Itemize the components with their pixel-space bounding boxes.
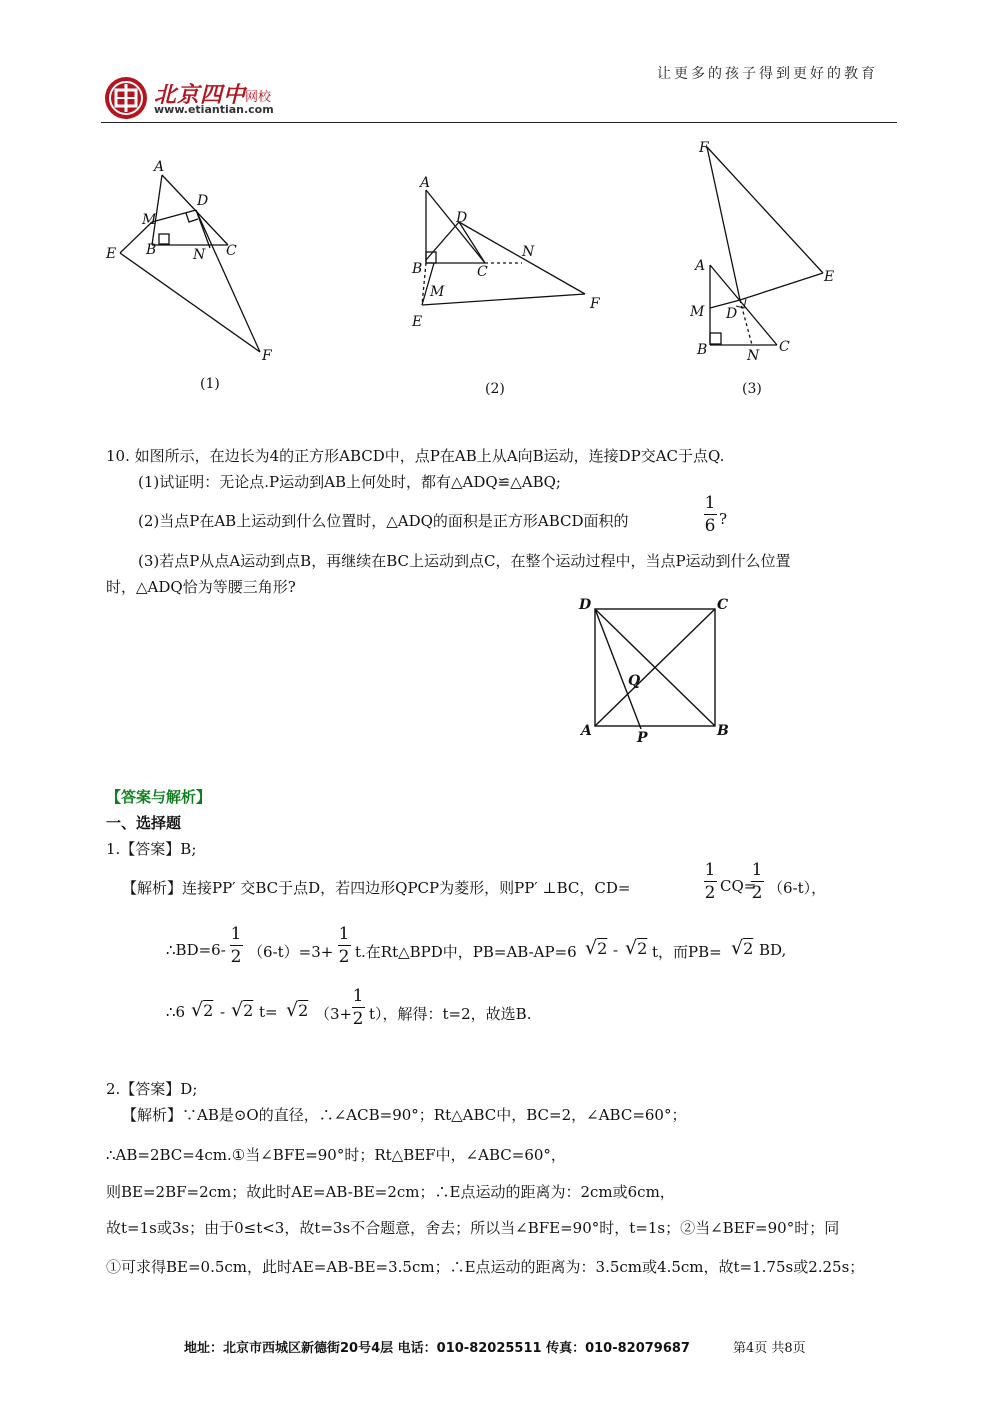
- q10-line5: 时，△ADQ恰为等腰三角形?: [106, 578, 296, 596]
- a2-line5: ①可求得BE=0.5cm，此时AE=AB-BE=3.5cm；∴E点运动的距离为：3.5cm或4.5cm，故t=1.75s或2.25s；: [106, 1258, 865, 1276]
- f1-label-N: N: [193, 247, 206, 263]
- figure-square: [575, 592, 735, 747]
- f2-label-C: C: [477, 264, 488, 280]
- q10-line3-end: ?: [719, 510, 728, 528]
- a1-line1-a: 【解析】连接PP′ 交BC于点D，若四边形QPCP为菱形，则PP′ ⊥BC，CD=: [122, 879, 631, 897]
- a1-line2-f: BD,: [759, 941, 787, 959]
- figure-2: [400, 170, 620, 340]
- a2-line2: ∴AB=2BC=4cm.①当∠BFE=90°时；Rt△BEF中，∠ABC=60°，: [106, 1146, 566, 1164]
- f4-label-Q: Q: [628, 673, 641, 689]
- f2-label-M: M: [430, 284, 445, 300]
- f1-label-A: A: [154, 159, 165, 175]
- q10-line2: (1)试证明：无论点.P运动到AB上何处时，都有△ADQ≌△ABQ;: [138, 473, 561, 491]
- q10-fraction: 1 6: [704, 493, 716, 536]
- a1-sqrt-6: √2: [286, 999, 309, 1021]
- a1-half-3: 1 2: [230, 924, 242, 967]
- a2-line1: 【解析】∵AB是⊙O的直径，∴∠ACB=90°；Rt△ABC中，BC=2，∠ABC=60°；: [122, 1106, 687, 1124]
- f2-label-E: E: [412, 314, 423, 330]
- f2-label-F: F: [590, 296, 600, 312]
- school-logo-icon: [102, 75, 150, 121]
- a1-line3-a: ∴6: [166, 1003, 186, 1021]
- f2-label-A: A: [420, 175, 431, 191]
- a1-line3-e: t），解得：t=2，故选B.: [369, 1005, 532, 1023]
- a1-half-1: 1 2: [704, 860, 716, 903]
- logo-title: 北京四中: [154, 83, 247, 108]
- a1-sqrt-1: √2: [585, 937, 608, 959]
- f1-label-M: M: [142, 212, 157, 228]
- f1-label-D: D: [197, 193, 209, 209]
- f1-label-F: F: [262, 348, 272, 364]
- f3-label-B: B: [697, 342, 708, 358]
- f3-label-F: F: [699, 140, 709, 156]
- figure-3: [690, 135, 850, 370]
- footer-address: 地址：北京市西城区新德街20号4层 电话：010-82025511 传真：010-82079687: [184, 1341, 690, 1356]
- a1-title: 1.【答案】B;: [106, 840, 197, 858]
- f1-label-C: C: [226, 243, 237, 259]
- logo-net: 网校: [245, 90, 272, 105]
- a1-line1-c: （6-t），: [768, 879, 827, 897]
- f1-label-E: E: [106, 246, 117, 262]
- f4-label-D: D: [579, 597, 592, 613]
- figure-1: [100, 150, 300, 380]
- a1-half-5: 1 2: [352, 986, 364, 1029]
- a1-sqrt-5: √2: [231, 999, 254, 1021]
- a2-line4: 故t=1s或3s；由于0≤t<3，故t=3s不合题意，舍去；所以当∠BFE=90°时，t=1s；②当∠BEF=90°时；同: [106, 1219, 840, 1237]
- f3-label-C: C: [779, 339, 790, 355]
- a1-line3-b: -: [220, 1003, 226, 1021]
- f4-label-C: C: [717, 597, 729, 613]
- section-heading: 一、选择题: [106, 814, 182, 832]
- f2-label-B: B: [412, 261, 423, 277]
- a1-line2-d: -: [613, 941, 619, 959]
- f3-label-E: E: [824, 269, 835, 285]
- a1-line3-d: （3+: [315, 1005, 353, 1023]
- a1-sqrt-4: √2: [191, 999, 214, 1021]
- f4-label-A: A: [581, 723, 592, 739]
- f3-label-N: N: [747, 348, 760, 364]
- figure-caption-3: (3): [742, 381, 762, 397]
- logo-url: www.etiantian.com: [154, 103, 274, 116]
- a1-half-2: 1 2: [751, 860, 763, 903]
- a1-sqrt-3: √2: [731, 937, 754, 959]
- f1-label-B: B: [146, 242, 157, 258]
- a1-line2-a: ∴BD=6-: [166, 941, 226, 959]
- figure-caption-2: (2): [485, 381, 505, 397]
- q10-line1: 10. 如图所示，在边长为4的正方形ABCD中，点P在AB上从A向B运动，连接DP交AC于点Q.: [106, 447, 725, 465]
- a1-line2-e: t，而PB=: [652, 943, 722, 961]
- a1-line2-c: t.在Rt△BPD中，PB=AB-AP=6: [355, 943, 577, 961]
- a2-line3: 则BE=2BF=2cm；故此时AE=AB-BE=2cm；∴E点运动的距离为：2cm或6cm，: [106, 1183, 675, 1201]
- f4-label-B: B: [717, 723, 729, 739]
- answers-heading: 【答案与解析】: [106, 788, 212, 806]
- a1-line3-c: t=: [259, 1003, 278, 1021]
- slogan: 让更多的孩子得到更好的教育: [657, 66, 878, 82]
- f4-label-P: P: [637, 730, 648, 746]
- f2-label-N: N: [522, 244, 535, 260]
- figure-caption-1: (1): [200, 376, 220, 392]
- a2-title: 2.【答案】D;: [106, 1080, 198, 1098]
- q10-line3: (2)当点P在AB上运动到什么位置时，△ADQ的面积是正方形ABCD面积的: [138, 512, 629, 530]
- f3-label-M: M: [690, 304, 705, 320]
- a1-half-4: 1 2: [338, 924, 350, 967]
- f2-label-D: D: [456, 210, 468, 226]
- a1-line2-b: （6-t）=3+: [248, 943, 334, 961]
- f3-label-A: A: [695, 258, 706, 274]
- header-rule: [101, 122, 897, 123]
- f3-label-D: D: [726, 306, 738, 322]
- a1-sqrt-2: √2: [625, 937, 648, 959]
- q10-line4: (3)若点P从点A运动到点B，再继续在BC上运动到点C，在整个运动过程中，当点P运动到什么位置: [138, 552, 791, 570]
- footer-page: 第4页 共8页: [733, 1341, 806, 1356]
- a1-line1-b: CQ=: [720, 877, 757, 895]
